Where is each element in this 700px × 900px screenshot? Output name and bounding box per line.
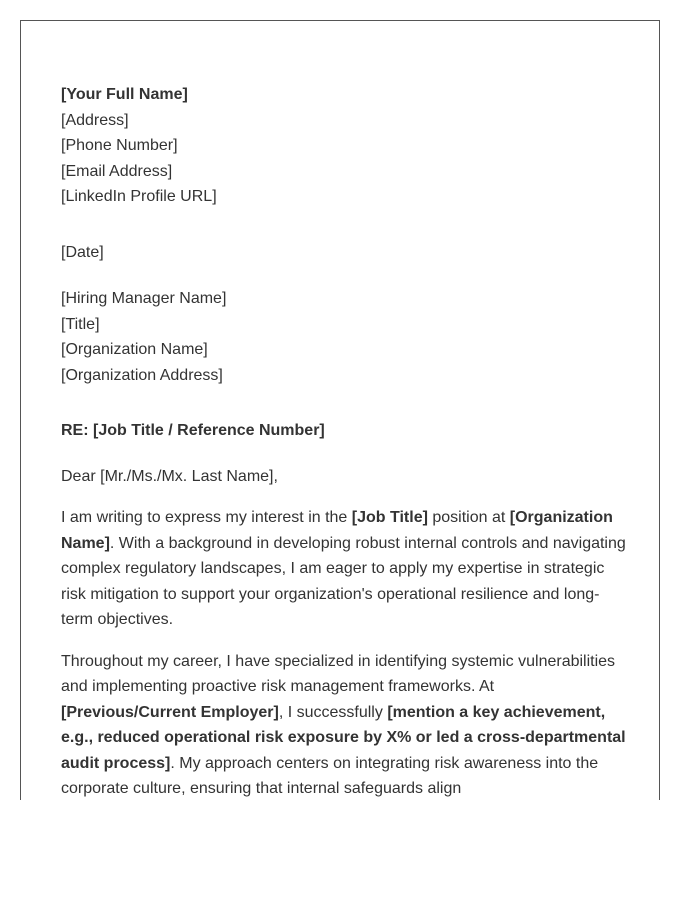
- letter-date: [Date]: [61, 243, 104, 261]
- recipient-name: [Hiring Manager Name]: [61, 290, 227, 307]
- sender-email: [Email Address]: [61, 162, 173, 180]
- sender-name: [Your Full Name]: [61, 86, 188, 103]
- subject-block: [61, 418, 626, 444]
- p1-organization: [Organization Name]: [61, 509, 613, 552]
- p1-job-title: [Job Title]: [351, 509, 428, 526]
- recipient-address: [Organization Address]: [61, 366, 223, 384]
- body-paragraph-1: [61, 505, 626, 633]
- p2-achievement: [mention a key achievement, e.g., reduced operational risk exposure by X% or led a cross-departmental audit process]: [61, 703, 626, 772]
- p2-text-2: , I successfully: [278, 703, 388, 721]
- letter-page: [20, 20, 660, 800]
- sender-block: [61, 82, 626, 210]
- salutation: Dear [Mr./Ms./Mx. Last Name],: [61, 467, 278, 485]
- salutation-block: [61, 464, 626, 490]
- p2-text-3: . My approach centers on integrating risk awareness into the corporate culture, ensuring that internal safeguards align: [61, 754, 599, 797]
- recipient-title: [Title]: [61, 315, 100, 333]
- p2-text-1: Throughout my career, I have specialized in identifying systemic vulnerabilities and implementing proactive risk management frameworks. At: [61, 652, 616, 695]
- subject-line: RE: [Job Title / Reference Number]: [61, 422, 325, 439]
- recipient-organization: [Organization Name]: [61, 341, 208, 358]
- p1-text-3: . With a background in developing robust internal controls and navigating complex regulatory landscapes, I am eager to apply my expertise in strategic risk mitigation to support your organization's operational resilience and long-term objectives.: [61, 534, 626, 628]
- body-paragraph-2: [61, 649, 626, 801]
- p2-employer: [Previous/Current Employer]: [61, 703, 279, 721]
- letter-content: [61, 82, 626, 800]
- recipient-block: [61, 286, 626, 388]
- sender-phone: [Phone Number]: [61, 137, 178, 154]
- p1-text-2: position at: [427, 509, 510, 526]
- date-block: [61, 240, 626, 266]
- p1-text-1: I am writing to express my interest in the: [61, 509, 352, 526]
- sender-address: [Address]: [61, 111, 129, 129]
- sender-linkedin: [LinkedIn Profile URL]: [61, 188, 217, 205]
